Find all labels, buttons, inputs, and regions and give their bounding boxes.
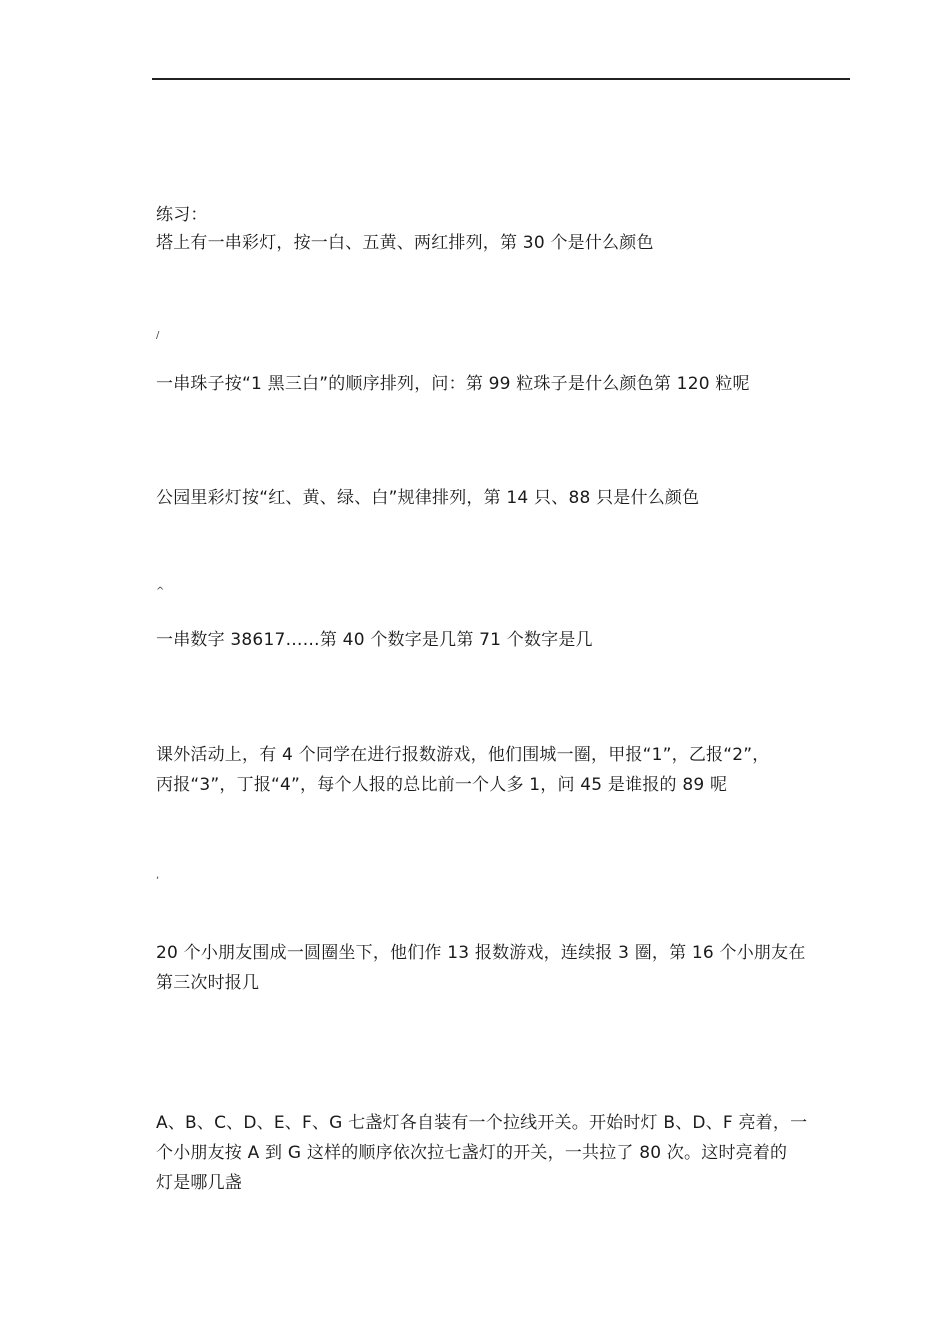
stray-mark: ^ — [156, 586, 165, 597]
question-6-line: 20 个小朋友围成一圆圈坐下，他们作 13 报数游戏，连续报 3 圈，第 16 个小朋友在 — [156, 943, 806, 963]
question-5-line: 课外活动上，有 4 个同学在进行报数游戏，他们围城一圈，甲报“1”，乙报“2”， — [156, 745, 770, 765]
question-7 — [156, 1108, 850, 1198]
question-6-line: 第三次时报几 — [156, 973, 260, 993]
exercise-heading: 练习： — [156, 205, 208, 225]
question-7-line: 个小朋友按 A 到 G 这样的顺序依次拉七盏灯的开关，一共拉了 80 次。这时亮着的 — [156, 1143, 788, 1163]
stray-mark: / — [156, 330, 160, 341]
question-6 — [156, 938, 850, 998]
question-1: 塔上有一串彩灯，按一白、五黄、两红排列，第 30 个是什么颜色 — [156, 233, 654, 253]
question-7-line: A、B、C、D、E、F、G 七盏灯各自装有一个拉线开关。开始时灯 B、D、F 亮着，一 — [156, 1113, 808, 1133]
stray-mark: , — [156, 870, 160, 881]
question-3: 公园里彩灯按“红、黄、绿、白”规律排列，第 14 只、88 只是什么颜色 — [156, 488, 700, 508]
question-5-line: 丙报“3”，丁报“4”，每个人报的总比前一个人多 1，问 45 是谁报的 89 呢 — [156, 775, 728, 795]
question-2: 一串珠子按“1 黑三白”的顺序排列，问：第 99 粒珠子是什么颜色第 120 粒呢 — [156, 374, 750, 394]
question-7-line: 灯是哪几盏 — [156, 1173, 242, 1193]
header-rule — [152, 78, 850, 80]
question-5 — [156, 740, 850, 800]
question-4: 一串数字 38617……第 40 个数字是几第 71 个数字是几 — [156, 630, 593, 650]
